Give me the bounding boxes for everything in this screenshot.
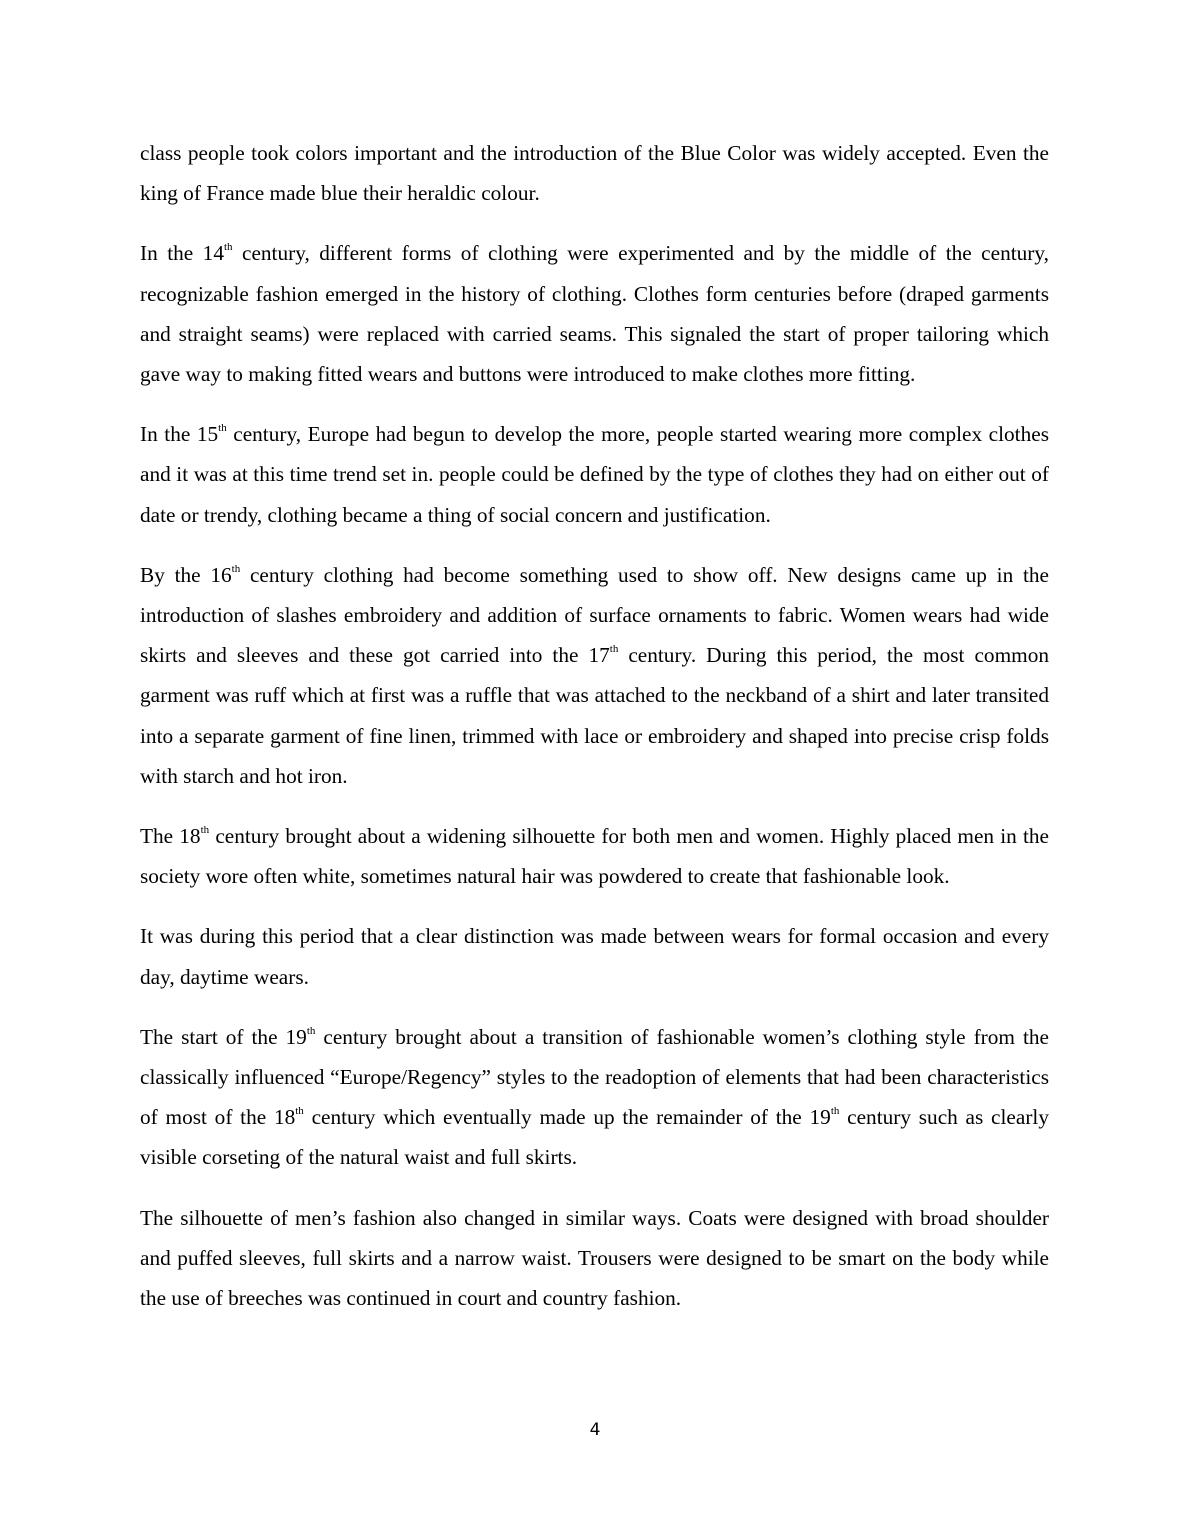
ordinal-superscript: th bbox=[830, 1105, 840, 1118]
ordinal-superscript: th bbox=[223, 241, 233, 254]
paragraph: In the 14th century, different forms of clothing were experimented and by the middle of the century, recognizable fashion emerged in the history of clothing. Clothes form centuries before (draped garments and straight seams) were replaced with carried seams. This signaled the start of proper tailoring which gave way to making fitted wears and buttons were introduced to make clothes more fitting. bbox=[140, 241, 1049, 387]
paragraph: The 18th century brought about a widening silhouette for both men and women. Highly placed men in the society wore often white, sometimes natural hair was powdered to create that fashionable look. bbox=[140, 824, 1050, 889]
ordinal-superscript: th bbox=[295, 1105, 304, 1118]
paragraph: The silhouette of men’s fashion also changed in similar ways. Coats were designed with broad shoulder and puffed sleeves, full skirts and a narrow waist. Trousers were designed to be smart on the body while the use of breeches was continued in court and country fashion. bbox=[140, 1205, 1049, 1311]
ordinal-superscript: th bbox=[231, 562, 241, 575]
paragraph: By the 16th century clothing had become something used to show off. New designs came up in the introduction of slashes embroidery and addition of surface ornaments to fabric. Women wears had wide skirts and sleeves and these got carried into the 17th century. During this period, the most common garment was ruff which at first was a ruffle that was attached to the neckband of a shirt and later transited into a separate garment of fine linen, trimmed with lace or embroidery and shaped into precise crisp folds with starch and hot iron. bbox=[140, 562, 1050, 788]
document-page bbox=[140, 133, 1049, 1338]
ordinal-superscript: th bbox=[609, 643, 619, 656]
ordinal-superscript: th bbox=[218, 422, 227, 435]
paragraph: It was during this period that a clear distinction was made between wears for formal occasion and every day, daytime wears. bbox=[140, 924, 1049, 989]
ordinal-superscript: th bbox=[200, 824, 210, 837]
ordinal-superscript: th bbox=[306, 1024, 316, 1037]
paragraph: class people took colors important and the introduction of the Blue Color was widely accepted. Even the king of France made blue their heraldic colour. bbox=[140, 141, 1049, 206]
paragraph: In the 15th century, Europe had begun to develop the more, people started wearing more complex clothes and it was at this time trend set in. people could be defined by the type of clothes they had on either out of date or trendy, clothing became a thing of social concern and justification. bbox=[140, 422, 1049, 527]
page-number: 4 bbox=[589, 1420, 601, 1440]
paragraph: The start of the 19th century brought about a transition of fashionable women’s clothing style from the classically influenced “Europe/Regency” styles to the readoption of elements that had been characteristics of most of the 18th century which eventually made up the remainder of the 19th century such as clearly visible corseting of the natural waist and full skirts. bbox=[140, 1024, 1049, 1170]
